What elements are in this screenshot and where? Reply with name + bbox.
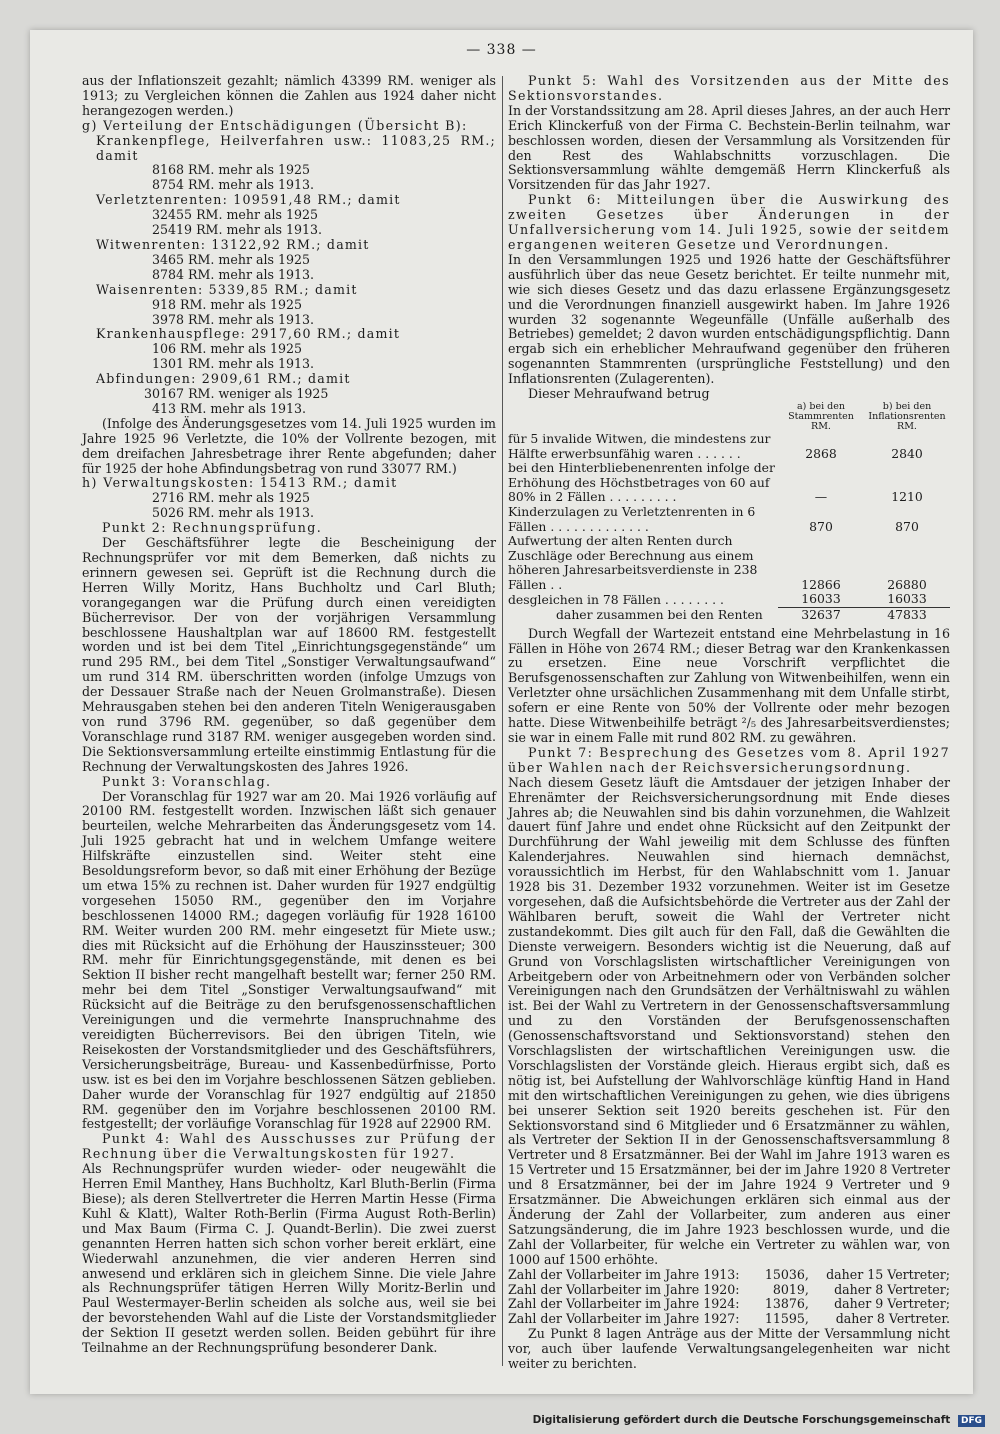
paragraph: Als Rechnungsprüfer wurden wieder- oder neugewählt die Herren Emil Manthey, Hans Buchholtz, Karl Bluth-Berlin (Firma Biese); als deren Stellvertreter die Herren Martin Hesse (Firma Kuhl & Klatt), Walter Roth-Berlin (Firma August Roth-Berlin) und Max Baum (Firma C. J. Quandt-Berlin). Die zwei zuerst genannten Herren hatten sich schon vorher bereit erklärt, eine Wiederwahl anzunehmen, die vier anderen Herren sind anwesend und erklären sich in gleichem Sinne. Die viele Jahre als Rechnungsprüfer tätigen Herren Willy Moritz-Berlin und Paul Westermayer-Berlin scheiden als solche aus, weil sie bei der bevorstehenden Wahl auf die Liste der Vorstandsmitglieder der Sektion II gesetzt werden sollen. Beiden gebührt für ihre Teilnahme an der Rechnungsprüfung besonderer Dank. (82, 1161, 496, 1356)
list-item: Witwenrenten: 13122,92 RM.; damit (96, 236, 370, 252)
list-item: 8754 RM. mehr als 1913. (152, 177, 315, 193)
paragraph: Durch Wegfall der Wartezeit entstand eine Mehrbelastung in 16 Fällen in Höhe von 2674 RM.; dieser Betrag war den Krankenkassen zu ersetzen. Eine neue Vorschrift verpflichtet die Berufsgenossenschaften zur Zahlung von Witwenbeihilfen, wenn ein Verletzter ohne ursächlichen Zusammenhang mit dem Unfalle stirbt, sofern er eine Rente von 50% der Vollrente oder mehr bezogen hatte. Diese Witwenbeihilfe beträgt ²/₅ des Jahresarbeitsverdienstes; sie war in einem Falle mit rund 802 RM. zu gewähren. (508, 625, 950, 745)
sum-label: daher zusammen bei den Renten (556, 607, 763, 623)
list-item: 8784 RM. mehr als 1913. (152, 266, 315, 282)
row-label: Kinderzulagen zu Verletztenrenten in 6 Fällen . . . . . . . . . . . . . (508, 503, 756, 534)
column-header-stammrenten: a) bei den Stammrenten RM. (788, 400, 854, 432)
left-column (82, 74, 496, 1356)
row-label: desgleichen in 78 Fällen . . . . . . . . (508, 591, 724, 607)
list-item: Verletztenrenten: 109591,48 RM.; damit (96, 192, 401, 208)
list-item: 413 RM. mehr als 1913. (152, 400, 307, 416)
punkt-5-heading: Punkt 5: Wahl des Vorsitzenden aus der Mitte des Sektionsvorstandes. (508, 73, 950, 103)
footer-text: Digitalisierung gefördert durch die Deutsche Forschungsgemeinschaft (532, 1414, 951, 1426)
sum-inflationsrenten: 47833 (864, 608, 950, 623)
year-reps: daher 8 Vertreter; (834, 1281, 950, 1297)
table-row (508, 461, 950, 505)
list-item: 8168 RM. mehr als 1925 (152, 162, 311, 178)
row-label: bei den Hinterbliebenenrenten infolge der Erhöhung des Höchstbetrages von 60 auf 80% in 2 Fällen . . . . . . . . . (508, 460, 775, 505)
list-item: 1301 RM. mehr als 1913. (152, 356, 315, 372)
list-item (508, 1268, 950, 1283)
cell-stammrenten: 16033 (801, 591, 841, 607)
paragraph: In der Vorstandssitzung am 28. April dieses Jahres, an der auch Herr Erich Klinckerfuß von der Firma C. Bechstein-Berlin teilnahm, war beschlossen worden, diesen der Versammlung als Vorsitzenden für den Rest des Wahlabschnitts vorzuschlagen. Die Sektionsversammlung wählte demgemäß Herrn Klinckerfuß als Vorsitzenden für das Jahr 1927. (508, 102, 950, 193)
column-divider (502, 76, 503, 1366)
list-item: 3465 RM. mehr als 1925 (152, 251, 311, 267)
table-row (508, 432, 950, 461)
cell-stammrenten: 12866 (801, 576, 841, 592)
paragraph: (Infolge des Änderungsgesetzes vom 14. Juli 1925 wurden im Jahre 1925 96 Verletzte, die 10% der Vollrente bezogen, mit dem dreifachen Jahresbetrage ihrer Rente abgefunden; daher für 1925 der hohe Abfindungsbetrag von rund 33077 RM.) (82, 415, 496, 476)
paragraph: Der Geschäftsführer legte die Bescheinigung der Rechnungsprüfer vor mit dem Bemerken, daß nichts zu erinnern gewesen sei. Geprüft ist die Rechnung durch die Herren Willy Moritz, Hans Buchholtz und Carl Bluth; vorangegangen war die Prüfung durch einen vereidigten Bücherrevisor. Der von der vorjährigen Versammlung beschlossene Haushaltplan war auf 18600 RM. festgestellt worden und ist bei dem Titel „Einrichtungsgegenstände“ um rund 295 RM., bei dem Titel „Sonstiger Verwaltungsaufwand“ um rund 314 RM. überschritten worden (infolge Umzugs von der Dessauer Straße nach der Neuen Grolmanstraße). Diesen Mehrausgaben stehen bei den anderen Titeln Wenigerausgaben von rund 3796 RM. gegenüber, so daß gegenüber dem Voranschlage rund 3187 RM. weniger ausgegeben worden sind. Die Sektionsversammlung erteilte einstimmig Entlastung für die Rechnung der Verwaltungskosten des Jahres 1926. (82, 535, 496, 774)
list-item (508, 1312, 950, 1327)
list-item: 918 RM. mehr als 1925 (152, 296, 303, 312)
year-reps: daher 15 Vertreter; (826, 1266, 950, 1282)
paragraph: In den Versammlungen 1925 und 1926 hatte der Geschäftsführer ausführlich über das neue Gesetz berichtet. Er teilte nunmehr mit, wie sich dieses Gesetz und das dazu erlassene Ergänzungsgesetz und die Verordnungen finanziell ausgewirkt haben. Im Jahre 1926 wurden 32 sogenannte Wegeunfälle (Unfälle außerhalb des Betriebes) gemeldet; 2 davon wurden entschädigungspflichtig. Dann ergab sich ein erheblicher Mehraufwand gegenüber den früheren sogenannten Stammrenten (ursprüngliche Feststellung) und den Inflationsrenten (Zulagerenten). (508, 251, 950, 387)
year-text: Zahl der Vollarbeiter im Jahre 1920: (508, 1281, 740, 1297)
punkt-2-heading: Punkt 2: Rechnungsprüfung. (102, 520, 323, 536)
cell-inflationsrenten: 16033 (887, 591, 927, 607)
year-count: 15036, (764, 1266, 809, 1282)
year-reps: daher 9 Vertreter; (834, 1296, 950, 1312)
section-g-heading: g) Verteilung der Entschädigungen (Übersicht B): (82, 117, 468, 133)
punkt-6-heading: Punkt 6: Mitteilungen über die Auswirkung des zweiten Gesetzes über Änderungen in der Unfallversicherung vom 14. Juli 1925, sowie der seitdem ergangenen weiteren Gesetze und Verordnungen. (508, 192, 950, 252)
section-h-heading: h) Verwaltungskosten: 15413 RM.; damit (82, 475, 398, 491)
cell-inflationsrenten: 870 (895, 518, 919, 534)
table-header-row (508, 402, 950, 432)
list-item (508, 1297, 950, 1312)
row-label: Aufwertung der alten Renten durch Zuschläge oder Berechnung aus einem höheren Jahresarbeitsverdienste in 238 Fällen . . (508, 533, 758, 592)
year-count: 13876, (764, 1296, 809, 1312)
list-item: Waisenrenten: 5339,85 RM.; damit (96, 281, 358, 297)
paragraph: aus der Inflationszeit gezahlt; nämlich 43399 RM. weniger als 1913; zu Vergleichen können die Zahlen aus 1924 daher nicht herangezogen werden.) (82, 73, 496, 118)
punkt-3-heading: Punkt 3: Voranschlag. (102, 773, 272, 789)
cell-inflationsrenten: 26880 (887, 576, 927, 592)
table-row (508, 592, 950, 607)
cell-stammrenten: 870 (809, 518, 833, 534)
table-row (508, 505, 950, 534)
year-text: Zahl der Vollarbeiter im Jahre 1913: (508, 1266, 740, 1282)
list-item: Krankenhauspflege: 2917,60 RM.; damit (96, 326, 401, 342)
list-item: 5026 RM. mehr als 1913. (152, 505, 315, 521)
row-label: für 5 invalide Witwen, die mindestens zur Hälfte erwerbsunfähig waren . . . . . . (508, 430, 771, 461)
year-text: Zahl der Vollarbeiter im Jahre 1924: (508, 1296, 740, 1312)
cell-inflationsrenten: 2840 (891, 445, 923, 461)
sum-stammrenten: 32637 (778, 608, 864, 623)
cell-stammrenten: — (814, 489, 828, 505)
year-text: Zahl der Vollarbeiter im Jahre 1927: (508, 1311, 740, 1327)
list-item: 32455 RM. mehr als 1925 (152, 207, 319, 223)
column-header-inflationsrenten: b) bei den Inflationsrenten RM. (868, 400, 946, 432)
year-count: 8019, (772, 1281, 809, 1297)
table-intro: Dieser Mehraufwand betrug (528, 386, 710, 402)
paragraph: Zu Punkt 8 lagen Anträge aus der Mitte der Versammlung nicht vor, auch über laufende Verwaltungsangelegenheiten war nicht weiter zu berichten. (508, 1326, 950, 1372)
list-item (508, 1283, 950, 1298)
digitization-footer (0, 1414, 985, 1427)
dfg-logo: DFG (958, 1415, 985, 1427)
punkt-4-heading: Punkt 4: Wahl des Ausschusses zur Prüfung der Rechnung über die Verwaltungskosten für 1927. (82, 1131, 496, 1162)
year-reps: daher 8 Vertreter. (835, 1311, 950, 1327)
cell-inflationsrenten: 1210 (891, 489, 923, 505)
year-count: 11595, (764, 1311, 809, 1327)
table-sum-row (508, 608, 950, 623)
page-number: — 338 — (466, 42, 537, 58)
cell-stammrenten: 2868 (805, 445, 837, 461)
mehraufwand-table (508, 402, 950, 623)
list-item: 30167 RM. weniger als 1925 (144, 386, 329, 402)
paragraph: Der Voranschlag für 1927 war am 20. Mai 1926 vorläufig auf 20100 RM. festgestellt worden. Inzwischen läßt sich genauer beurteilen, welche Mehrarbeiten das Änderungsgesetz vom 14. Juli 1925 gebracht hat und in welchem Umfange weitere Hilfskräfte einzustellen sind. Weiter steht eine Besoldungsreform bevor, so daß mit einer Erhöhung der Bezüge um etwa 15% zu rechnen ist. Daher wurden für 1927 endgültig vorgesehen 15050 RM., gegenüber den im Vorjahre beschlossenen 14000 RM.; dagegen vorläufig für 1928 16100 RM. Weiter wurden 200 RM. mehr eingesetzt für Miete usw.; dies mit Rücksicht auf die Erhöhung der Hauszinssteuer; 300 RM. mehr für Einrichtungsgegenstände, mit denen es bei Sektion II bisher recht mangelhaft bestellt war; ferner 250 RM. mehr bei dem Titel „Sonstiger Verwaltungsaufwand“ mit Rücksicht auf die Beiträge zu den berufsgenossenschaftlichen Vereinigungen und die vermehrte Inanspruchnahme des vereidigten Bücherrevisors. Bei den übrigen Titeln, wie Reisekosten der Vorstandsmitglieder und des Geschäftsführers, Versicherungsbeiträge, Bureau- und Kassenbedürfnisse, Porto usw. ist es bei den im Vorjahre beschlossenen Sätzen geblieben. Daher wurde der Voranschlag für 1927 endgültig auf 21850 RM. gegenüber den im Vorjahre beschlossenen 20100 RM. festgestellt; der vorläufige Voranschlag für 1928 auf 22900 RM. (82, 788, 496, 1132)
list-item: 25419 RM. mehr als 1913. (152, 222, 323, 238)
list-item: 2716 RM. mehr als 1925 (152, 490, 311, 506)
paragraph: Nach diesem Gesetz läuft die Amtsdauer der jetzigen Inhaber der Ehrenämter der Reichsversicherungsordnung mit Ende dieses Jahres ab; die Neuwahlen sind bis dahin vorzunehmen, die Wahlzeit dauert fünf Jahre und endet ohne Rücksicht auf den Zeitpunkt der Durchführung der Wahl jeweilig mit dem Schlusse des fünften Kalenderjahres. Neuwahlen sind hiernach demnächst, voraussichtlich im Herbst, für den Wahlabschnitt vom 1. Januar 1928 bis 31. Dezember 1932 vorzunehmen. Weiter ist im Gesetze vorgesehen, daß die Aufsichtsbehörde die Vertreter aus der Zahl der Wählbaren beruft, soweit die Wahl der Vertreter nicht zustandekommt. Dies gilt auch für den Fall, daß die Gewählten die Dienste verweigern. Besonders wichtig ist die Neuerung, daß auf Grund von Vorschlagslisten wirtschaftlicher Vereinigungen von Arbeitgebern oder von Arbeitnehmern oder von Verbänden solcher Vereinigungen nach den Grundsätzen der Verhältniswahl zu wählen ist. Bei der Wahl zu Vertretern in der Genossenschaftsversammlung und zu den Vorständen der Berufsgenossenschaften (Genossenschaftsvorstand und Sektionsvorstand) stehen den Vorschlagslisten der wirtschaftlichen Vereinigungen usw. die Vorschlagslisten der Vorstände gleich. Hieraus ergibt sich, daß es nötig ist, bei Aufstellung der Wahlvorschläge künftig Hand in Hand mit den wirtschaftlichen Vereinigungen zu gehen, wie dies übrigens bei unserer Sektion seit 1920 bereits geschehen ist. Für den Sektionsvorstand sind 6 Mitglieder und 6 Ersatzmänner zu wählen, als Vertreter der Sektion II in der Genossenschaftsversammlung 8 Vertreter und 8 Ersatzmänner. Bei der Wahl im Jahre 1913 waren es 15 Vertreter und 15 Ersatzmänner, bei der im Jahre 1920 8 Vertreter und 8 Ersatzmänner, bei der im Jahre 1924 9 Vertreter und 9 Ersatzmänner. Die Abweichungen erklären sich einmal aus der Änderung der Zahl der Vollarbeiter, zum anderen aus einer Satzungsänderung, die im Jahre 1923 beschlossen wurde, und die Zahl der Vollarbeiter, für welche ein Vertreter zu wählen war, von 1000 auf 1500 erhöhte. (508, 774, 950, 1267)
right-column (508, 74, 950, 1372)
vollarbeiter-list (508, 1268, 950, 1328)
list-item: Krankenpflege, Heilverfahren usw.: 11083,25 RM.; damit (96, 132, 496, 163)
punkt-7-heading: Punkt 7: Besprechung des Gesetzes vom 8. April 1927 über Wahlen nach der Reichsversicherungsordnung. (508, 744, 950, 775)
document-page (30, 30, 973, 1394)
list-item: Abfindungen: 2909,61 RM.; damit (96, 371, 351, 387)
section-g-list (82, 134, 496, 417)
table-row (508, 534, 950, 592)
list-item: 3978 RM. mehr als 1913. (152, 311, 315, 327)
list-item: 106 RM. mehr als 1925 (152, 341, 303, 357)
